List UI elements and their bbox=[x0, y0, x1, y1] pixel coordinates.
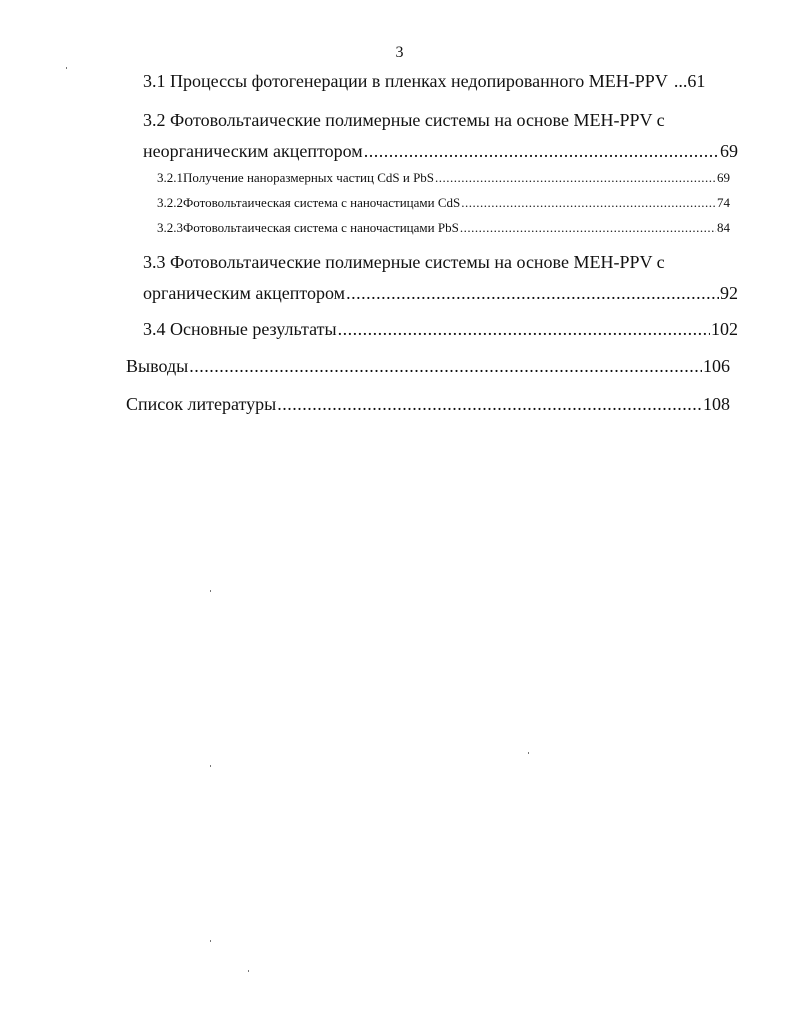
toc-entry-page: 108 bbox=[703, 394, 730, 414]
scan-speck bbox=[210, 765, 211, 767]
toc-entry-page: 84 bbox=[717, 220, 730, 235]
dot-leader bbox=[460, 220, 716, 236]
toc-entry-3-3-line2 bbox=[143, 283, 738, 304]
toc-entry-title: Список литературы bbox=[126, 394, 277, 414]
dot-leader bbox=[277, 394, 702, 415]
toc-entry-title: неорганическим акцептором bbox=[143, 141, 363, 161]
dot-leader bbox=[461, 195, 716, 211]
toc-entry-page: 92 bbox=[720, 283, 738, 303]
dot-leader bbox=[346, 283, 719, 304]
toc-entry-page: 74 bbox=[717, 195, 730, 210]
toc-entry-title: Выводы bbox=[126, 356, 189, 376]
toc-entry-3-2-1 bbox=[157, 170, 730, 186]
dot-leader bbox=[364, 141, 719, 162]
toc-entry-title: Получение наноразмерных частиц CdS и PbS bbox=[183, 170, 435, 185]
toc-entry-page: 106 bbox=[703, 356, 730, 376]
scan-speck bbox=[210, 940, 211, 942]
toc-entry-page: 69 bbox=[720, 141, 738, 161]
scan-speck bbox=[248, 970, 249, 972]
toc-entry-title: 3.2 Фотовольтаические полимерные системы на основе MEH-PPV с bbox=[143, 110, 665, 130]
page-number: 3 bbox=[395, 44, 404, 61]
toc-entry-3-1 bbox=[143, 71, 738, 92]
toc-entry-title: 3.3 Фотовольтаические полимерные системы на основе MEH-PPV с bbox=[143, 252, 665, 272]
toc-entry-3-3-line1 bbox=[143, 252, 738, 273]
scan-speck bbox=[528, 752, 529, 754]
toc-entry-3-4 bbox=[143, 319, 738, 340]
toc-entry-number: 3.2.1 bbox=[157, 170, 183, 185]
toc-entry-page: 69 bbox=[717, 170, 730, 185]
toc-entry-title: органическим акцептором bbox=[143, 283, 346, 303]
dot-leader bbox=[338, 319, 710, 340]
toc-entry-title: Фотовольтаическая система с наночастицами PbS bbox=[183, 220, 459, 235]
toc-entry-3-2-3 bbox=[157, 220, 730, 236]
toc-entry-number: 3.2.3 bbox=[157, 220, 183, 235]
toc-entry-3-2-2 bbox=[157, 195, 730, 211]
toc-entry-references bbox=[126, 394, 730, 415]
dot-leader bbox=[189, 356, 702, 377]
toc-entry-title: 3.1 Процессы фотогенерации в пленках недопированного MEH-PPV bbox=[143, 71, 668, 91]
toc-entry-number: 3.2.2 bbox=[157, 195, 183, 210]
toc-entry-page: ...61 bbox=[673, 71, 706, 91]
scan-speck bbox=[66, 67, 67, 69]
dot-leader bbox=[435, 170, 716, 186]
toc-entry-conclusions bbox=[126, 356, 730, 377]
scan-speck bbox=[210, 590, 211, 592]
toc-entry-title: Фотовольтаическая система с наночастицами CdS bbox=[183, 195, 461, 210]
toc-entry-page: 102 bbox=[711, 319, 738, 339]
toc-entry-3-2-line2 bbox=[143, 141, 738, 162]
toc-entry-title: 3.4 Основные результаты bbox=[143, 319, 337, 339]
toc-entry-3-2-line1 bbox=[143, 110, 738, 131]
